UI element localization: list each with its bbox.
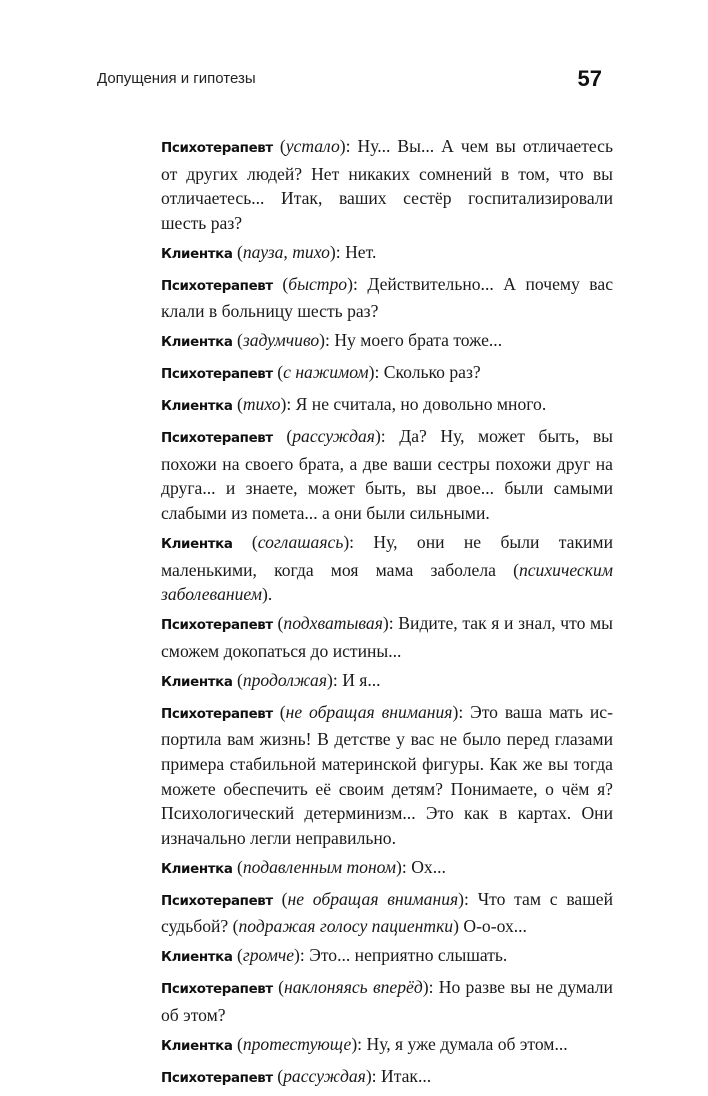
spoken-text: Видите, так я и знал, что мы сможем докопаться до истины... — [161, 613, 613, 661]
speaker-name: Психотерапевт — [161, 141, 273, 156]
stage-remark: пауза, тихо — [242, 241, 330, 262]
dialogue-entry: Психотерапевт (быстро): Действительно... А почему вас клали в больницу шесть раз? — [161, 273, 614, 322]
speaker-name: Психотерапевт — [161, 893, 273, 909]
dialogue-entry: Клиентка (протестующе): Ну, я уже думала об этом... — [161, 1033, 568, 1054]
speaker-name: Клиентка — [161, 950, 233, 966]
stage-remark: задумчиво — [242, 330, 320, 351]
speaker-name: Психотерапевт — [161, 1070, 273, 1086]
dialogue-entry: Клиентка (громче): Это... неприятно слышать. — [161, 945, 508, 966]
spoken-text: Да? Ну, может быть, вы похожи на своего брата, а две ваши сестры похожи друг на друга... и знаете, может быть, вы двое... были самыми слабыми из помета... а они были сильными. — [161, 426, 614, 524]
dialogue-entry: Психотерапевт (не обращая внимания): Что там с вашей судьбой? (подражая голосу пациентки) О-о-ох... — [161, 888, 613, 937]
stage-remark: не обращая внимания — [287, 888, 459, 909]
stage-remark: тихо — [242, 394, 281, 415]
stage-remark: соглашаясь — [257, 532, 344, 553]
speaker-name: Психотерапевт — [161, 367, 273, 383]
stage-remark: рассуждая — [283, 1065, 366, 1086]
spoken-text: Сколько раз? — [383, 362, 481, 383]
stage-remark: продолжая — [242, 669, 328, 690]
dialogue-entry: Психотерапевт (с нажимом): Сколько раз? — [161, 362, 481, 383]
page-number: 57 — [577, 66, 602, 91]
spoken-text: Итак... — [380, 1065, 432, 1086]
spoken-text-tail: ) О-о-ох... — [453, 916, 527, 937]
speaker-name: Клиентка — [161, 1038, 233, 1054]
dialogue-entry: Клиентка (пауза, тихо): Нет. — [161, 241, 377, 262]
dialogue-entry: Психотерапевт (устало): Ну... Вы... А чем вы отличаетесь от других людей? Нет никаких сомнений в том, что вы отличаетесь... Итак, ваших сестёр госпитализировали шесть раз? — [161, 136, 613, 233]
dialogue-entry: Клиентка (тихо): Я не считала, но довольно много. — [161, 394, 547, 415]
spoken-text: Что там с вашей судьбой? ( — [161, 888, 613, 937]
speaker-name: Клиентка — [161, 246, 233, 262]
dialogue-entry: Психотерапевт (рассуждая): Да? Ну, может быть, вы похожи на своего брата, а две ваши сестры похожи друг на друга... и знаете, может быть, вы двое... были самыми слабыми из помета... а они были сильными. — [161, 426, 614, 524]
spoken-text: Ох... — [411, 856, 446, 877]
stage-remark: устало — [285, 136, 340, 156]
stage-remark: быстро — [288, 273, 348, 294]
speaker-name: Психотерапевт — [161, 618, 273, 634]
inline-remark: психическим заболеванием — [161, 559, 613, 605]
dialogue-entry: Клиентка (соглашаясь): Ну, они не были такими маленькими, когда моя мама заболела (психическим заболеванием). — [161, 532, 613, 605]
spoken-text: Это... неприятно слышать. — [309, 945, 508, 966]
dialogue-entry: Клиентка (задумчиво): Ну моего брата тоже... — [161, 330, 503, 351]
spoken-text: Ну, они не были такими маленькими, когда моя мама заболела ( — [161, 532, 613, 580]
dialogue-entry: Клиентка (подавленным тоном): Ох... — [161, 856, 446, 877]
dialogue-entry: Психотерапевт (не обращая внимания): Это ваша мать испортила вам жизнь! В детстве у вас не было перед глазами примера стабильной материнской фигуры. Как же вы тогда можете обеспечить её своим детям? Понимаете, о чём я? Психологический детерминизм... Это как в картах. Они изначально легли неправильно. — [161, 701, 613, 848]
stage-remark: подхватывая — [283, 613, 383, 634]
stage-remark: наклоняясь вперёд — [284, 977, 423, 998]
spoken-text: Ну моего брата тоже... — [334, 330, 503, 351]
running-head: Допущения и гипотезы — [97, 70, 256, 87]
speaker-name: Клиентка — [161, 537, 233, 553]
speaker-name: Клиентка — [161, 399, 233, 415]
spoken-text: И я... — [342, 669, 381, 690]
dialogue-entry: Клиентка (продолжая): И я... — [161, 669, 381, 690]
stage-remark: с нажимом — [283, 362, 369, 383]
dialogue-body — [161, 134, 613, 1096]
stage-remark: рассуждая — [292, 426, 375, 447]
speaker-name: Клиентка — [161, 861, 233, 877]
dialogue-entry: Психотерапевт (подхватывая): Видите, так я и знал, что мы сможем докопаться до истины... — [161, 613, 613, 661]
speaker-name: Психотерапевт — [161, 982, 273, 998]
speaker-name: Психотерапевт — [161, 706, 273, 722]
stage-remark: громче — [242, 945, 295, 966]
stage-remark: не обращая внимания — [285, 701, 453, 722]
spoken-text: Но разве вы не думали об этом? — [161, 977, 613, 1025]
spoken-text: Ну, я уже думала об этом... — [366, 1033, 568, 1054]
stage-remark: протестующе — [242, 1033, 352, 1054]
speaker-name: Клиентка — [161, 335, 233, 351]
inline-remark: подражая голосу пациентки — [238, 916, 454, 937]
speaker-name: Клиентка — [161, 674, 233, 690]
speaker-name: Психотерапевт — [161, 431, 273, 447]
spoken-text: Я не считала, но довольно много. — [295, 394, 547, 415]
speaker-name: Психотерапевт — [161, 278, 273, 294]
spoken-text: Нет. — [345, 241, 377, 262]
spoken-text-tail: ). — [262, 584, 273, 605]
spoken-text: Действительно... А почему вас клали в больницу шесть раз? — [161, 273, 614, 322]
stage-remark: подавленным тоном — [242, 856, 397, 877]
dialogue-entry: Психотерапевт (рассуждая): Итак... — [161, 1065, 432, 1086]
dialogue-entry: Психотерапевт (наклоняясь вперёд): Но разве вы не думали об этом? — [161, 977, 613, 1025]
spoken-text: Это ваша мать испортила вам жизнь! В детстве у вас не было перед глазами примера стабильной материнской фигуры. Как же вы тогда можете обеспечить её своим детям? Понимаете, о чём я? Психологический детерминизм... Это как в картах. Они изначально легли неправильно. — [161, 701, 613, 848]
spoken-text: Ну... Вы... А чем вы отличаетесь от других людей? Нет никаких сомнений в том, что вы отличаетесь... Итак, ваших сестёр госпитализировали шесть раз? — [161, 136, 613, 233]
